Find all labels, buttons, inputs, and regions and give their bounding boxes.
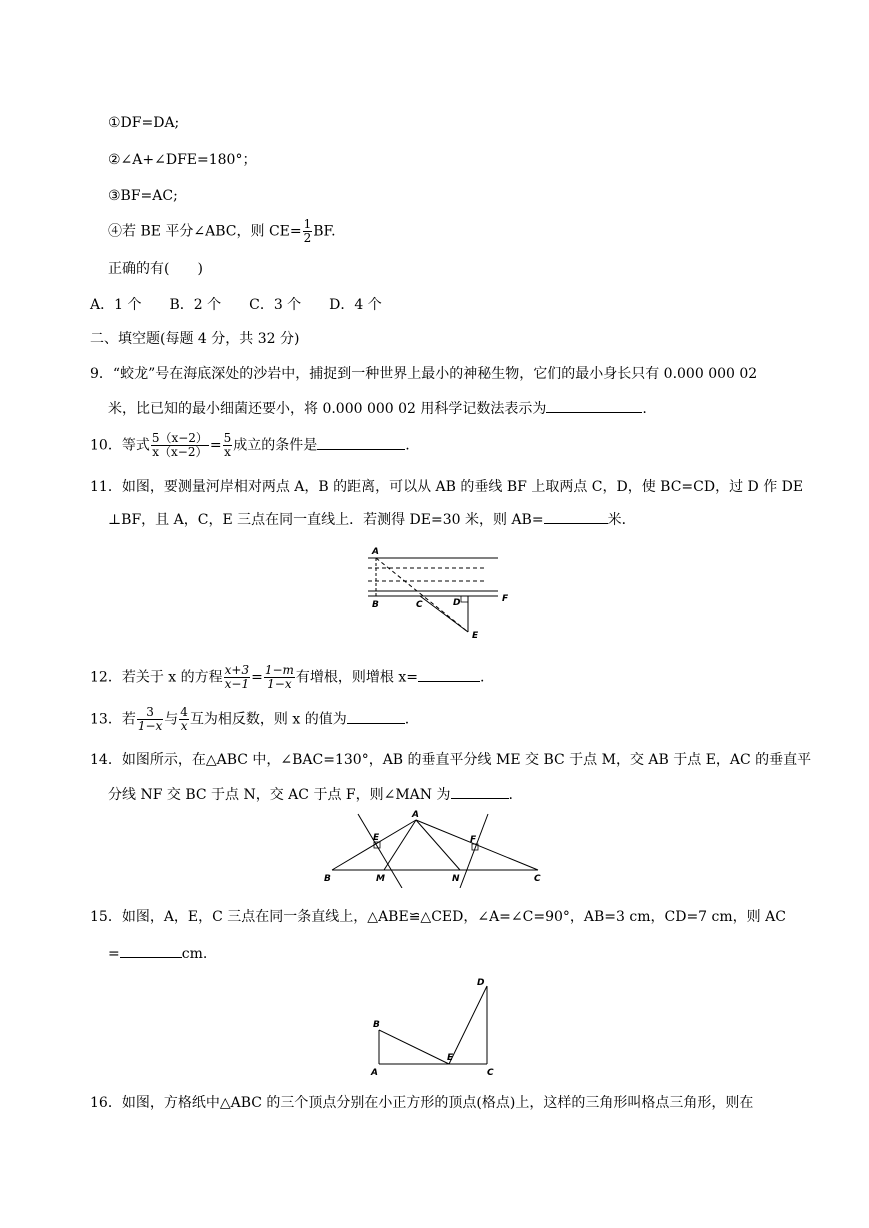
triangle-bisector-figure	[320, 808, 550, 888]
label-B: B	[373, 1020, 380, 1030]
statement-4-text: ④若 BE 平分∠ABC，则 CE=	[108, 223, 302, 240]
statement-1: ①DF=DA;	[108, 115, 180, 131]
answer-blank[interactable]	[418, 667, 480, 682]
q14-line1: 14．如图所示，在△ABC 中，∠BAC=130°，AB 的垂直平分线 ME 交 BC 于点 M，交 AB 于点 E，AC 的垂直平	[90, 752, 812, 768]
congruent-triangles-figure	[365, 972, 505, 1082]
label-B: B	[372, 600, 379, 610]
label-E: E	[373, 833, 380, 843]
fraction-half: $\frac{1}{2}$	[303, 217, 312, 245]
q8-prompt: 正确的有( )	[108, 261, 203, 277]
answer-blank[interactable]	[546, 398, 642, 413]
q9-line2: 米，比已知的最小细菌还要小，将 0.000 000 02 用科学记数法表示为 .	[108, 398, 647, 419]
q11-line2: ⊥BF，且 A，C，E 三点在同一直线上．若测得 DE=30 米，则 AB= 米．	[108, 509, 636, 530]
label-A: A	[371, 1068, 378, 1078]
statement-3: ③BF=AC;	[108, 188, 178, 204]
fraction-right: $\frac{1-m}{1-x}$	[264, 663, 294, 691]
label-C: C	[534, 874, 541, 884]
label-N: N	[452, 874, 460, 884]
q12-line: 12．若关于 x 的方程 $\frac{x+3}{x-1}$ = $\frac{1-m}{1-x}$ 有增根，则增根 x= .	[90, 663, 485, 691]
q16-line1: 16．如图，方格纸中△ABC 的三个顶点分别在小正方形的顶点(格点)上，这样的三角形叫格点三角形，则在	[90, 1095, 754, 1111]
label-F: F	[502, 594, 509, 604]
section-heading: 二、填空题(每题 4 分，共 32 分)	[90, 331, 300, 347]
q11-line1: 11．如图，要测量河岸相对两点 A，B 的距离，可以从 AB 的垂线 BF 上取两点 C，D，使 BC=CD，过 D 作 DE	[90, 479, 804, 495]
label-C: C	[487, 1068, 494, 1078]
label-M: M	[376, 874, 385, 884]
fraction-left: $\frac{x+3}{x-1}$	[224, 663, 250, 691]
answer-blank[interactable]	[544, 509, 608, 524]
label-E: E	[447, 1053, 454, 1063]
q8-options: A．1 个 B．2 个 C．3 个 D．4 个	[90, 297, 382, 313]
statement-4	[108, 218, 336, 245]
label-B: B	[324, 874, 331, 884]
statement-4-end: BF.	[313, 223, 336, 240]
q15-line1: 15．如图，A，E，C 三点在同一条直线上，△ABE≌△CED，∠A=∠C=90°，AB=3 cm，CD=7 cm，则 AC	[90, 909, 786, 925]
q13-line: 13．若 $\frac{3}{1-x}$ 与 $\frac{4}{x}$ 互为相反数，则 x 的值为 .	[90, 705, 410, 733]
answer-blank[interactable]	[347, 709, 405, 724]
fraction-right: $\frac{4}{x}$	[180, 705, 188, 733]
label-E: E	[472, 631, 479, 641]
river-figure	[360, 540, 520, 645]
answer-blank[interactable]	[451, 784, 509, 799]
q15-line2: = cm.	[108, 943, 207, 964]
q10-line: 10．等式 $\frac{5(x-2)}{x(x-2)}$ = $\frac{5}{x}$ 成立的条件是 .	[90, 431, 410, 459]
q14-line2: 分线 NF 交 BC 于点 N，交 AC 于点 F，则∠MAN 为 .	[108, 784, 513, 805]
label-F: F	[470, 835, 477, 845]
q9-line1: 9．“蛟龙”号在海底深处的沙岩中，捕捉到一种世界上最小的神秘生物，它们的最小身长只有 0.000 000 02	[90, 366, 758, 382]
answer-blank[interactable]	[120, 943, 182, 958]
label-C: C	[416, 600, 423, 610]
label-D: D	[477, 978, 485, 988]
label-A: A	[372, 547, 379, 557]
answer-blank[interactable]	[317, 435, 405, 450]
label-D: D	[453, 598, 461, 608]
fraction-left: $\frac{5(x-2)}{x(x-2)}$	[151, 431, 208, 459]
label-A: A	[412, 810, 419, 820]
fraction-left: $\frac{3}{1-x}$	[137, 705, 163, 733]
statement-2: ②∠A+∠DFE=180°；	[108, 152, 257, 168]
fraction-right: $\frac{5}{x}$	[223, 431, 232, 459]
